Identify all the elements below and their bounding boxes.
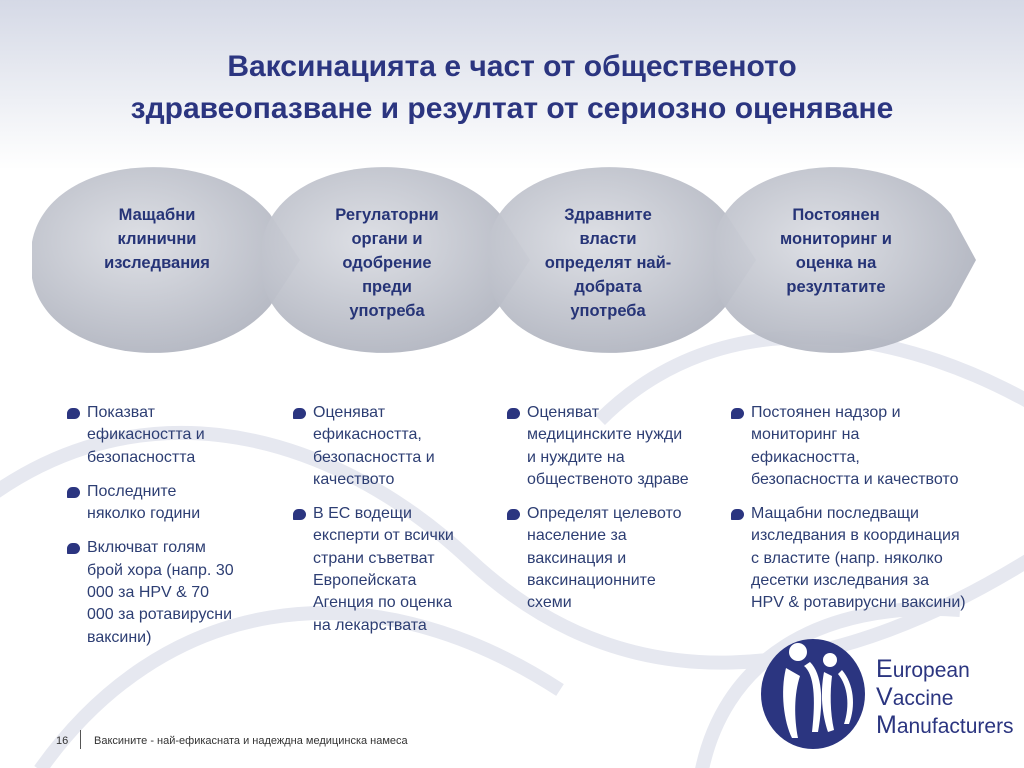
logo-letter: M [876,711,897,739]
bullet-item [506,503,726,614]
bullet-icon [507,408,520,419]
logo-wordmark [876,656,1014,740]
bullet-text: Показват ефикасността и безопасността [87,404,205,466]
page-title [0,46,1024,130]
logo-letter: E [876,655,893,683]
bullet-text: Постоянен надзор и мониторинг на ефикасността, безопасността и качеството [751,404,959,488]
title-line-2: здравеопазване и резултат от сериозно оценяване [130,92,894,125]
bullet-text: Оценяват ефикасността, безопасността и качеството [313,404,435,488]
bullet-icon [731,408,744,419]
process-flow [0,160,1024,380]
logo-word: anufacturers [896,715,1014,738]
column-2 [292,402,502,649]
bullet-text: Мащабни последващи изследвания в координация с властите (напр. няколко десетки изследвания за HPV & ротавирусни ваксини) [751,505,966,612]
bullet-icon [67,487,80,498]
bullet-text: Определят целевото население за ваксинация и ваксинационните схеми [527,505,682,612]
step-label-2: Регулаторни органи и одобрение преди употреба [335,206,439,320]
logo-letter: V [876,683,893,711]
column-1 [66,402,276,661]
bullet-icon [293,408,306,419]
bullet-icon [67,543,80,554]
bullet-item [730,503,1015,614]
step-label-3: Здравните власти определят най- добрата употреба [544,206,672,320]
bullet-text: Включват голям брой хора (напр. 30 000 за HPV & 70 000 за ротавирусни ваксини) [87,539,234,646]
bullet-item [292,503,502,637]
title-line-1: Ваксинацията е част от общественото [227,50,797,83]
logo-word: uropean [892,659,970,682]
bullet-text: Оценяват медицинските нужди и нуждите на общественото здраве [527,404,689,488]
logo-emblem-icon [758,634,870,752]
footer-divider [80,730,81,749]
bullet-item [292,402,502,491]
bullet-item [730,402,1015,491]
step-label-4: Постоянен мониторинг и оценка на резултатите [780,206,892,296]
bullet-text: В ЕС водещи експерти от всички страни съветват Европейската Агенция по оценка на лекарствата [313,505,454,634]
bullet-item [66,402,276,469]
column-4 [730,402,1015,627]
bullet-icon [293,509,306,520]
evm-logo [758,632,1020,756]
bullet-item [66,537,276,648]
bullet-icon [507,509,520,520]
bullet-item [506,402,726,491]
logo-word: accine [892,687,954,710]
bullet-item [66,481,276,526]
slide-number: 16 [56,735,69,747]
bullet-icon [731,509,744,520]
bullet-icon [67,408,80,419]
step-label-1: Мащабни клинични изследвания [104,206,210,272]
column-3 [506,402,726,627]
bullet-text: Последните няколко години [87,482,201,523]
footer-text: Ваксините - най-ефикасната и надеждна медицинска намеса [94,735,408,747]
